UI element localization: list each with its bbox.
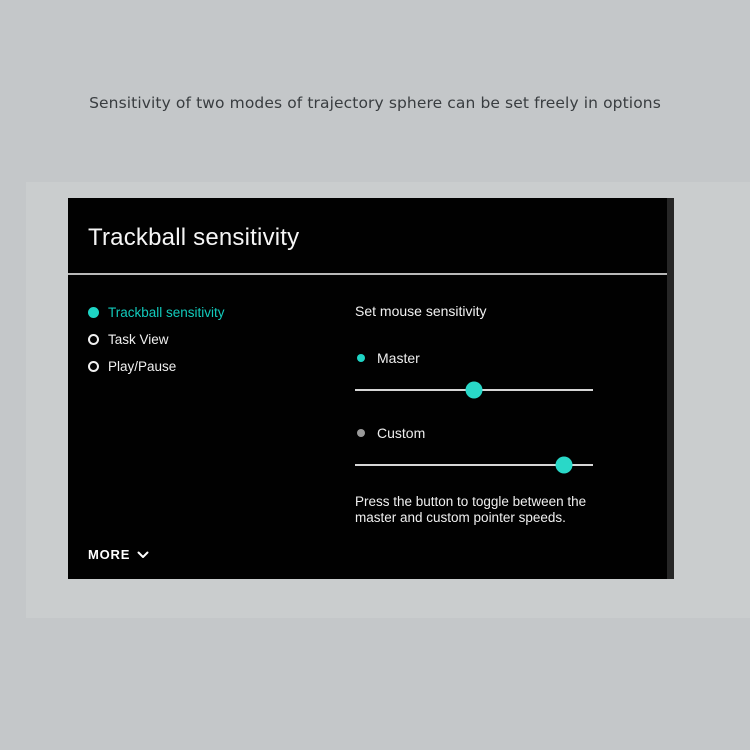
master-active-dot-icon <box>357 354 365 362</box>
more-button-label: MORE <box>88 547 131 562</box>
toggle-description: Press the button to toggle between the master and custom pointer speeds. <box>355 494 587 525</box>
master-sensitivity-slider[interactable] <box>355 382 593 398</box>
radio-unselected-icon <box>88 334 99 345</box>
custom-slider-thumb[interactable] <box>556 457 573 474</box>
caption-text: Sensitivity of two modes of trajectory sphere can be set freely in options <box>89 94 661 112</box>
header-divider <box>68 273 667 275</box>
master-label-row <box>357 350 420 366</box>
sidebar-item-label: Play/Pause <box>108 359 177 374</box>
custom-inactive-dot-icon <box>357 429 365 437</box>
sidebar <box>88 299 225 380</box>
sidebar-item-task-view[interactable] <box>88 326 225 353</box>
master-label: Master <box>377 350 420 366</box>
custom-label: Custom <box>377 425 426 441</box>
chevron-down-icon <box>137 551 149 559</box>
more-button[interactable] <box>88 547 149 562</box>
sidebar-item-play-pause[interactable] <box>88 353 225 380</box>
custom-label-row <box>357 425 425 441</box>
settings-panel <box>68 198 674 579</box>
master-slider-thumb[interactable] <box>466 382 483 399</box>
panel-title: Trackball sensitivity <box>88 224 300 251</box>
sidebar-item-label: Task View <box>108 332 169 347</box>
settings-heading: Set mouse sensitivity <box>355 303 487 319</box>
sidebar-item-trackball-sensitivity[interactable] <box>88 299 225 326</box>
custom-sensitivity-slider[interactable] <box>355 457 593 473</box>
radio-selected-icon <box>88 307 99 318</box>
sidebar-item-label: Trackball sensitivity <box>108 305 225 320</box>
radio-unselected-icon <box>88 361 99 372</box>
